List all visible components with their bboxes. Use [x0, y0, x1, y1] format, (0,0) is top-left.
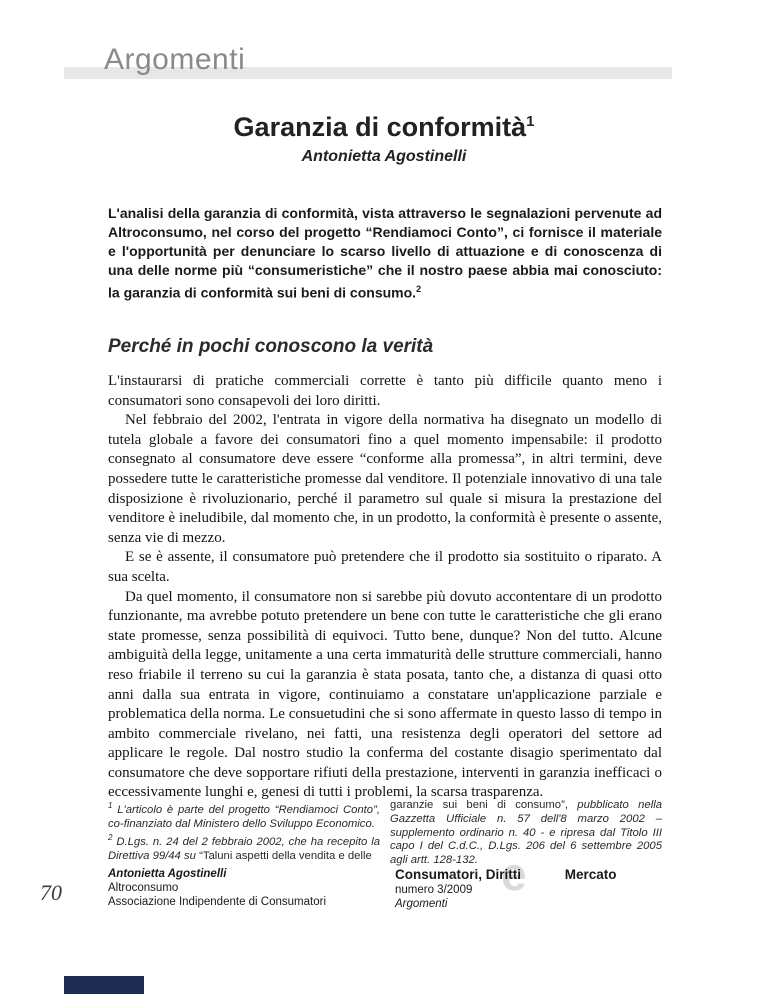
footnote-ref: 1: [108, 801, 113, 810]
footnote-text: D.Lgs. n. 24 del 2 febbraio 2002, che ha recepito la Direttiva 99/44 su: [108, 836, 380, 862]
section-heading: Perché in pochi conoscono la verità: [108, 336, 434, 357]
footnote-text: L'articolo è parte del progetto “Rendiamoci Conto”, co-finanziato dal Ministero dello Sviluppo Economico.: [108, 803, 380, 830]
abstract-footnote-ref: 2: [416, 284, 422, 294]
journal-name-part1: Consumatori, Diritti: [395, 867, 522, 882]
footnote-text: garanzie sui beni di consumo”,: [390, 799, 578, 811]
article-author: Antonietta Agostinelli: [301, 148, 467, 165]
footer-author-block: [108, 867, 378, 909]
page-number: 70: [40, 880, 62, 905]
journal-issue: numero 3/2009: [395, 884, 473, 896]
footnotes-column-left: [108, 799, 380, 864]
footer-journal-block: [395, 848, 665, 911]
journal-name-part2: Mercato: [564, 867, 617, 882]
article-title: [0, 112, 768, 143]
section-header: Argomenti: [104, 43, 246, 76]
article-abstract: [108, 204, 662, 303]
footer-org-line: Altroconsumo: [108, 882, 179, 894]
body-paragraph: Nel febbraio del 2002, l'entrata in vigore della normativa ha disegnato un modello di tutela globale a favore dei consumatori fino a quel momento impensabile: il prodotto consegnato al consumatore deve essere “conforme alla promessa”, in altri termini, deve possedere tutte le caratteristiche promesse dal venditore. Il potenziale innovativo di una tale disposizione è rivoluzionario, perché il parametro sul quale si misura la prestazione del venditore è ineludibile, dal momento che, in un prodotto, la conformità è presente o assente, senza vie di mezzo.: [108, 412, 662, 546]
footer-author-name: Antonietta Agostinelli: [108, 868, 227, 880]
footnote-ref: 2: [108, 833, 113, 843]
journal-section: Argomenti: [395, 898, 448, 910]
body-paragraph: E se è assente, il consumatore può pretendere che il prodotto sia sostituito o riparato. A sua scelta.: [108, 549, 662, 585]
title-footnote-ref: 1: [526, 113, 535, 130]
body-paragraph: Da quel momento, il consumatore non si sarebbe più dovuto accontentare di un prodotto funzionante, ma avrebbe potuto pretendere un bene con tutte le caratteristiche che gli erano state promesse, senza possibilità di equivoci. Tutto bene, dunque? Non del tutto. Alcune ambiguità della legge, unitamente a una certa immaturità delle strutture commerciali, hanno reso friabile il terreno su cui la garanzia è stata posata, tanto che, a distanza di quasi otto anni dalla sua entrata in vigore, continuiamo a constatare un'applicazione parziale e problematica della norma. Le consuetudini che si sono affermate in questo lasso di tempo in ambito commerciale rivelano, nei fatti, una resistenza degli operatori del settore ad applicare le regole. Dal nostro studio la conferma del costante disagio sperimentato dal consumatore che deve sopportare rifiuti della prestazione, interventi in garanzia inefficaci o eccessivamente lunghi e, genesi di tutti i problemi, la scarsa trasparenza.: [108, 588, 662, 801]
footer-org-line: Associazione Indipendente di Consumatori: [108, 896, 326, 908]
abstract-text: L'analisi della garanzia di conformità, vista attraverso le segnalazioni pervenute ad Altroconsumo, nel corso del progetto “Rendiamoci Conto”, ci fornisce il materiale e l'opportunità per denunciare lo scarso livello di attuazione e di conoscenza di una delle norme più “consumeristiche” che il nostro paese abbia mai conosciuto: la garanzia di conformità sui beni di consumo.: [108, 205, 662, 301]
footnote-text: pubblicato nella Gazzetta Ufficiale n. 57 dell'8 marzo 2002 – supplemento ordinario n. 40 - e ripresa dal Titolo III capo I del C.d.C., D.Lgs. 206 del 6 settembre 2005 agli artt. 128-132.: [390, 799, 662, 867]
article-title-text: Garanzia di conformità: [233, 112, 527, 142]
article-body: [108, 372, 662, 803]
journal-e-logo: e: [501, 848, 527, 900]
body-paragraph: L'instaurarsi di pratiche commerciali corrette è tanto più difficile quanto meno i consumatori sono consapevoli dei loro diritti.: [108, 373, 662, 409]
footer-accent-bar: [64, 976, 144, 994]
footnote-text: “Taluni aspetti della vendita e delle: [199, 849, 372, 862]
